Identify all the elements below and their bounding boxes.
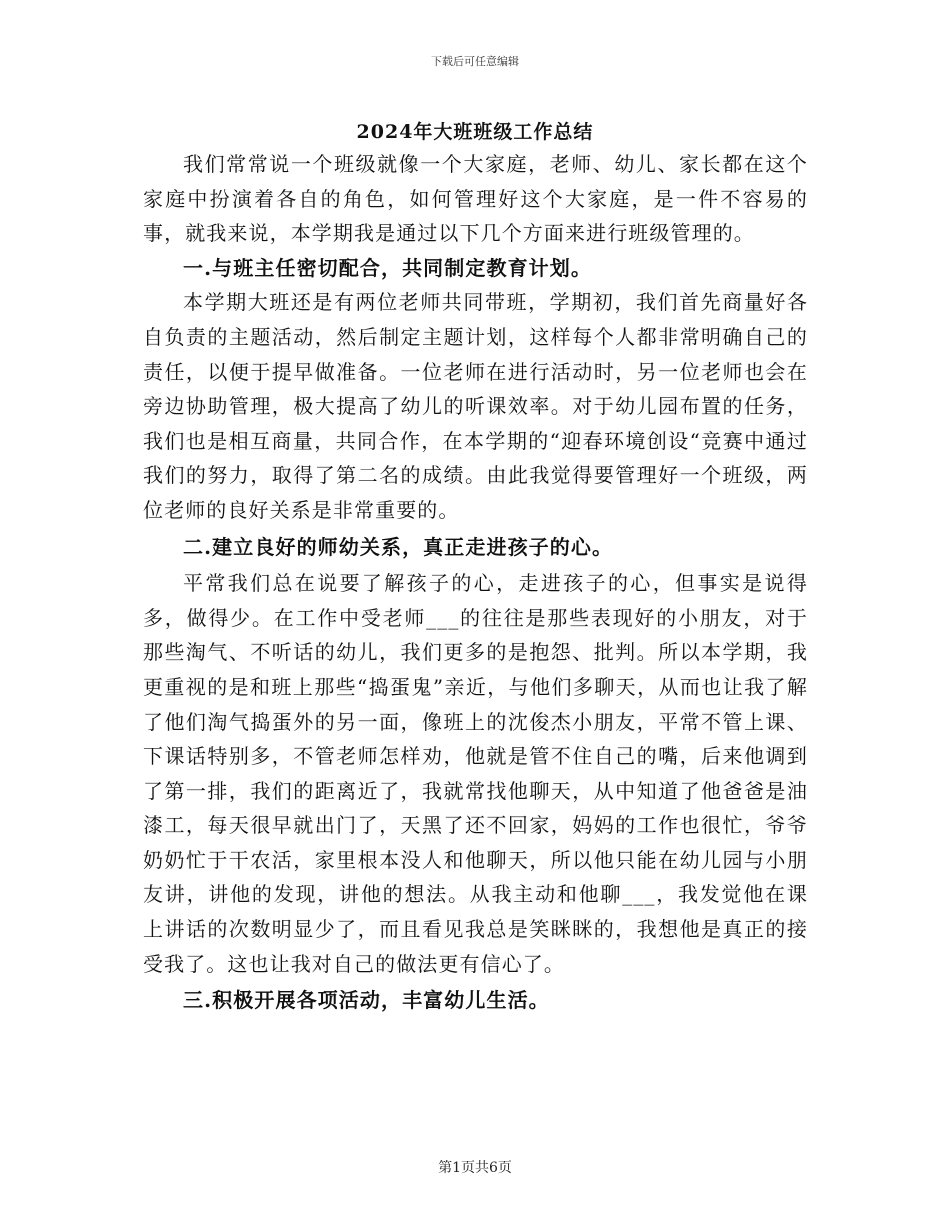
section-heading-3: 三.积极开展各项活动，丰富幼儿生活。	[183, 988, 550, 1013]
section-heading-1: 一.与班主任密切配合，共同制定教育计划。	[183, 255, 592, 280]
document-body	[143, 147, 808, 1020]
document-title: 2024年大班班级工作总结	[356, 121, 594, 143]
section-body-1: 本学期大班还是有两位老师共同带班，学期初，我们首先商量好各自负责的主题活动，然后制定主题计划，这样每个人都非常明确自己的责任，以便于提早做准备。一位老师在进行活动时，另一位老师也会在旁边协助管理，极大提高了幼儿的听课效率。对于幼儿园布置的任务，我们也是相互商量，共同合作，在本学期的“迎春环境创设“竞赛中通过我们的努力，取得了第二名的成绩。由此我觉得要管理好一个班级，两位老师的良好关系是非常重要的。	[143, 290, 808, 522]
section-heading-2: 二.建立良好的师幼关系，真正走进孩子的心。	[183, 534, 614, 559]
intro-paragraph: 我们常常说一个班级就像一个大家庭，老师、幼儿、家长都在这个家庭中扮演着各自的角色，如何管理好这个大家庭，是一件不容易的事，就我来说，本学期我是通过以下几个方面来进行班级管理的。	[143, 152, 808, 246]
page-header-note: 下载后可任意编辑	[431, 55, 519, 68]
page-indicator: 第1页共6页	[438, 1160, 512, 1176]
section-body-2: 平常我们总在说要了解孩子的心，走进孩子的心，但事实是说得多，做得少。在工作中受老师___的往往是那些表现好的小朋友，对于那些淘气、不听话的幼儿，我们更多的是抱怨、批判。所以本学期，我更重视的是和班上那些“捣蛋鬼”亲近，与他们多聊天，从而也让我了解了他们淘气捣蛋外的另一面，像班上的沈俊杰小朋友，平常不管上课、下课话特别多，不管老师怎样劝，他就是管不住自己的嘴，后来他调到了第一排，我们的距离近了，我就常找他聊天，从中知道了他爸爸是油漆工，每天很早就出门了，天黑了还不回家，妈妈的工作也很忙，爷爷奶奶忙于干农活，家里根本没人和他聊天，所以他只能在幼儿园与小朋友讲，讲他的发现，讲他的想法。从我主动和他聊___，我发觉他在课上讲话的次数明显少了，而且看见我总是笑眯眯的，我想他是真正的接受我了。这也让我对自己的做法更有信心了。	[143, 571, 808, 976]
